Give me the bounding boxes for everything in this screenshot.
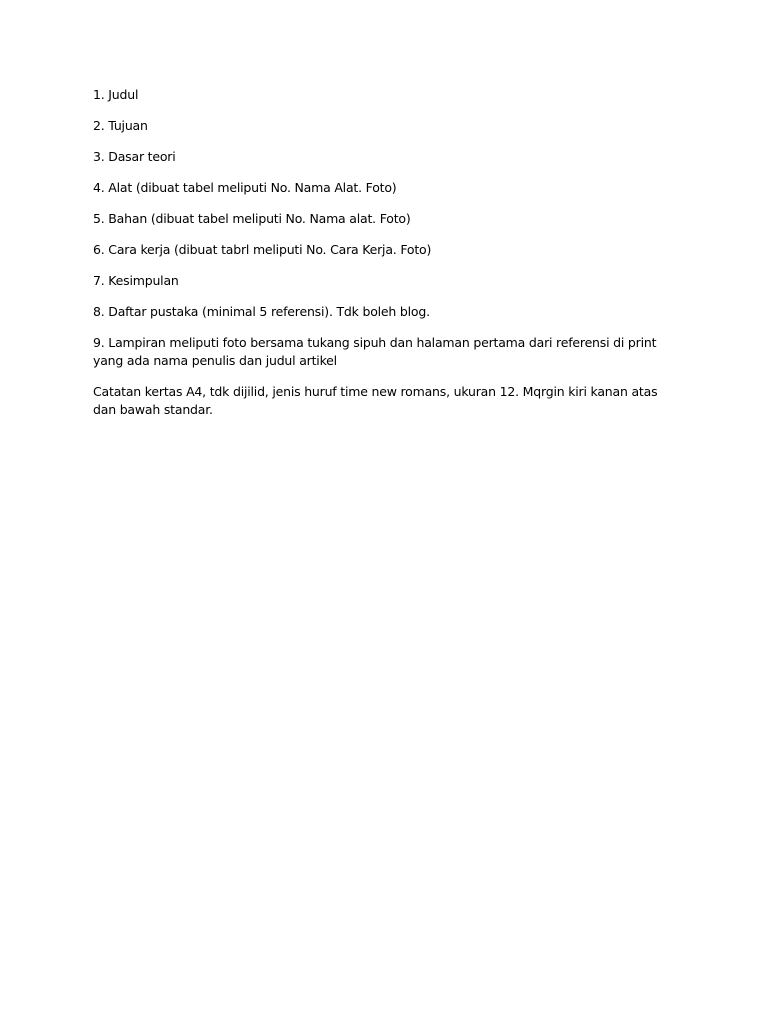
list-item-alat: 4. Alat (dibuat tabel meliputi No. Nama Alat. Foto) xyxy=(93,180,397,195)
list-item-kesimpulan: 7. Kesimpulan xyxy=(93,273,179,288)
list-item-dasar-teori: 3. Dasar teori xyxy=(93,149,176,164)
list-item-cara-kerja: 6. Cara kerja (dibuat tabrl meliputi No. Cara Kerja. Foto) xyxy=(93,242,432,257)
note-paragraph: Catatan kertas A4, tdk dijilid, jenis huruf time new romans, ukuran 12. Mqrgin kiri kanan atas dan bawah standar. xyxy=(93,384,658,417)
list-item-judul: 1. Judul xyxy=(93,87,139,102)
list-item-daftar-pustaka: 8. Daftar pustaka (minimal 5 referensi). Tdk boleh blog. xyxy=(93,304,430,319)
list-item-tujuan: 2. Tujuan xyxy=(93,118,148,133)
list-item-bahan: 5. Bahan (dibuat tabel meliputi No. Nama alat. Foto) xyxy=(93,211,411,226)
list-item-lampiran: 9. Lampiran meliputi foto bersama tukang sipuh dan halaman pertama dari referensi di print yang ada nama penulis dan judul artikel xyxy=(93,335,657,368)
document-body xyxy=(93,86,673,432)
